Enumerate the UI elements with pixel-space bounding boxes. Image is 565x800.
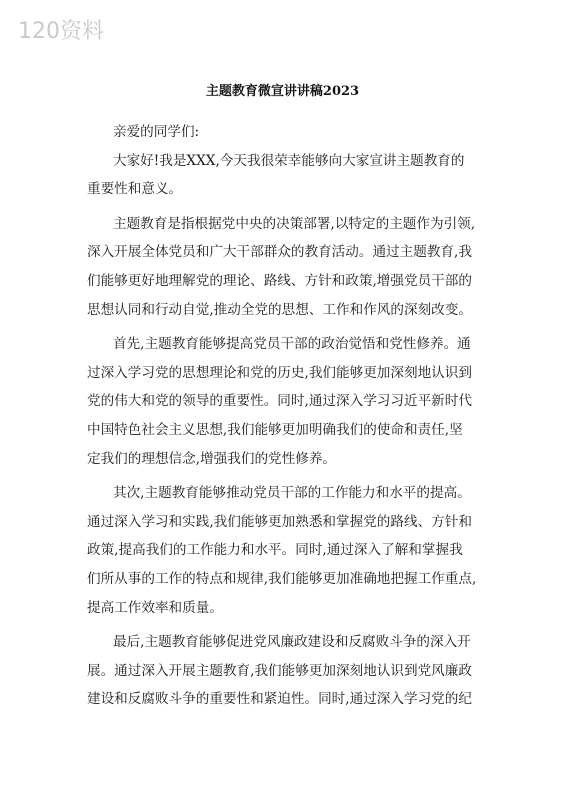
text-line: 展。通过深入开展主题教育,我们能够更加深刻地认识到党风廉政 <box>87 662 472 679</box>
text-line: 大家好!我是XXX,今天我很荣幸能够向大家宣讲主题教育的 <box>113 152 465 169</box>
text-line: 中国特色社会主义思想,我们能够更加明确我们的使命和责任,坚 <box>87 421 463 438</box>
text-line: 主题教育是指根据党中央的决策部署,以特定的主题作为引领, <box>113 215 476 232</box>
document-title: 主题教育微宣讲讲稿2023 <box>205 84 360 99</box>
text-line: 政策,提高我们的工作能力和水平。同时,通过深入了解和掌握我 <box>87 542 463 559</box>
text-line: 党的伟大和党的领导的重要性。同时,通过深入学习习近平新时代 <box>87 393 472 410</box>
paragraph-greeting <box>87 118 483 147</box>
text-line: 过深入学习党的思想理论和党的历史,我们能够更加深刻地认识到 <box>87 364 472 381</box>
text-line: 定我们的理想信念,增强我们的党性修养。 <box>87 450 337 467</box>
text-line: 其次,主题教育能够推动党员干部的工作能力和水平的提高。 <box>113 485 471 502</box>
text-line: 重要性和意义。 <box>87 181 183 198</box>
text-line: 提高工作效率和质量。 <box>87 599 223 616</box>
paragraph-intro <box>87 147 483 204</box>
paragraph-first <box>87 330 483 473</box>
text-line: 们能够更好地理解党的理论、路线、方针和政策,增强党员干部的 <box>87 272 472 289</box>
text-line: 深入开展全体党员和广大干部群众的教育活动。通过主题教育,我 <box>87 244 472 261</box>
watermark-logo: 120资料 <box>18 19 104 44</box>
paragraph-finally <box>87 628 483 714</box>
text-line: 亲爱的同学们: <box>113 124 200 140</box>
paragraph-definition <box>87 210 483 324</box>
text-line: 通过深入学习和实践,我们能够更加熟悉和掌握党的路线、方针和 <box>87 513 472 530</box>
text-line: 们所从事的工作的特点和规律,我们能够更加准确地把握工作重点, <box>87 570 477 587</box>
text-line: 最后,主题教育能够促进党风廉政建设和反腐败斗争的深入开 <box>113 634 471 651</box>
paragraph-second <box>87 479 483 622</box>
text-line: 建设和反腐败斗争的重要性和紧迫性。同时,通过深入学习党的纪 <box>87 691 472 708</box>
document-body <box>87 118 483 714</box>
text-line: 首先,主题教育能够提高党员干部的政治觉悟和党性修养。通 <box>113 336 471 353</box>
text-line: 思想认同和行动自觉,推动全党的思想、工作和作风的深刻改变。 <box>87 301 472 318</box>
